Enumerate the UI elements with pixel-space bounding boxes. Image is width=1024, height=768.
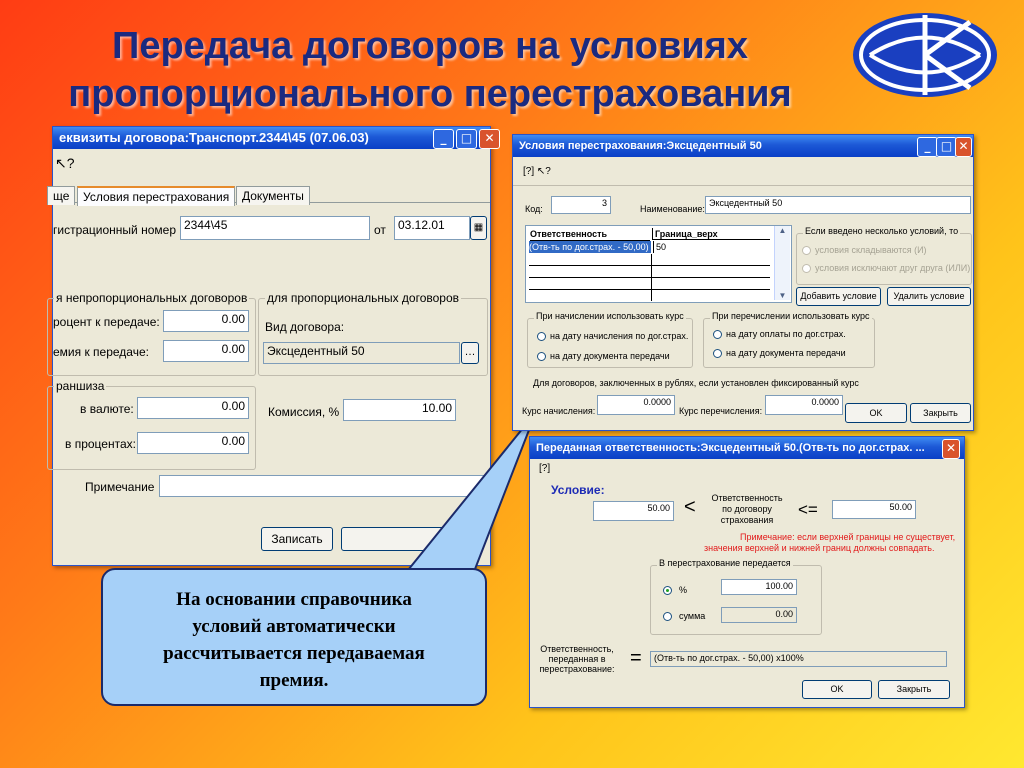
close-button[interactable]: Закрыть bbox=[910, 403, 971, 423]
help-pointer-icon[interactable]: ↖? bbox=[55, 155, 75, 171]
premium-transfer-field[interactable]: 0.00 bbox=[163, 340, 249, 362]
table-column-divider bbox=[651, 254, 652, 301]
close-icon[interactable]: ✕ bbox=[955, 137, 972, 157]
minimize-icon[interactable]: _ bbox=[433, 129, 454, 149]
help-icon[interactable]: [?] bbox=[539, 463, 551, 474]
transfer-rate-group bbox=[703, 311, 875, 368]
from-label: от bbox=[374, 223, 386, 237]
ok-button[interactable]: OK bbox=[845, 403, 907, 423]
reinsurance-conditions-titlebar bbox=[513, 135, 973, 157]
franchise-currency-field[interactable]: 0.00 bbox=[137, 397, 249, 419]
reg-number-label: гистрационный номер bbox=[53, 223, 176, 237]
callout-line3: рассчитывается передаваемая bbox=[163, 643, 425, 664]
percent-label: % bbox=[679, 585, 688, 595]
note-label: Примечание bbox=[85, 480, 155, 494]
sum-radio[interactable] bbox=[663, 612, 672, 621]
conditions-exclusive-label: условия исключают друг друга (ИЛИ) bbox=[815, 263, 971, 273]
accrual-rate-group-title: При начислении использовать курс bbox=[536, 311, 684, 321]
calendar-icon[interactable]: ▦ bbox=[470, 216, 487, 240]
save-button[interactable]: Записать bbox=[261, 527, 333, 551]
transfer-rate-document-label: на дату документа передачи bbox=[726, 348, 846, 358]
accrual-rate-label: Курс начисления: bbox=[522, 406, 596, 416]
conditions-add-radio[interactable] bbox=[802, 246, 811, 255]
percent-value-field[interactable]: 100.00 bbox=[721, 579, 797, 595]
percent-radio[interactable] bbox=[663, 586, 672, 595]
accrual-rate-field[interactable]: 0.0000 bbox=[597, 395, 675, 415]
accrual-rate-contract-radio[interactable] bbox=[537, 332, 546, 341]
conditions-add-label: условия складываются (И) bbox=[815, 245, 927, 255]
toolbar-divider bbox=[513, 185, 973, 186]
premium-transfer-label: емия к передаче: bbox=[53, 345, 149, 359]
percent-transfer-label: роцент к передаче: bbox=[53, 315, 160, 329]
name-label: Наименование: bbox=[640, 204, 705, 214]
ruble-contracts-note: Для договоров, заключенных в рублях, если установлен фиксированный курс bbox=[533, 378, 859, 388]
window-title: еквизиты договора:Транспорт.2344\45 (07.06.03) bbox=[59, 130, 369, 145]
warning-line2: значения верхней и нижней границ должны совпадать. bbox=[704, 543, 935, 553]
multi-condition-group-title: Если введено несколько условий, то bbox=[805, 226, 959, 236]
transfer-rate-label: Курс перечисления: bbox=[679, 406, 763, 416]
transfer-rate-payment-radio[interactable] bbox=[713, 330, 722, 339]
franchise-percent-field[interactable]: 0.00 bbox=[137, 432, 249, 454]
slide-title-line2: пропорционального перестрахования bbox=[68, 73, 792, 115]
ceded-formula-field: (Отв-ть по дог.страх. - 50,00) x100% bbox=[650, 651, 947, 667]
contract-kind-field: Эксцедентный 50 bbox=[263, 342, 460, 364]
conditions-table bbox=[525, 225, 792, 303]
sum-value-field: 0.00 bbox=[721, 607, 797, 623]
tab-reinsurance-conditions[interactable]: Условия перестрахования bbox=[77, 186, 235, 206]
table-header-responsibility: Ответственность bbox=[530, 228, 650, 241]
proportional-group-title: для пропорциональных договоров bbox=[267, 291, 460, 305]
equals-sign: = bbox=[630, 647, 642, 669]
responsibility-line2: по договору bbox=[722, 504, 772, 514]
nonproportional-group-title: я непропорциональных договоров bbox=[56, 291, 248, 305]
table-row-upper-bound[interactable]: 50 bbox=[653, 241, 770, 253]
franchise-percent-label: в процентах: bbox=[65, 437, 136, 451]
accrual-rate-document-label: на дату документа передачи bbox=[550, 351, 670, 361]
conditions-exclusive-radio[interactable] bbox=[802, 264, 811, 273]
ceded-line2: переданная в bbox=[548, 654, 606, 664]
ceded-responsibility-text bbox=[532, 644, 622, 674]
tab-general[interactable]: ще bbox=[47, 186, 75, 205]
ceded-responsibility-titlebar bbox=[530, 437, 964, 459]
slide-title-line1: Передача договоров на условиях bbox=[112, 25, 748, 67]
ceded-line3: перестрахование: bbox=[539, 664, 615, 674]
ceded-group bbox=[650, 558, 822, 635]
close-icon[interactable]: ✕ bbox=[942, 439, 960, 459]
percent-transfer-field[interactable]: 0.00 bbox=[163, 310, 249, 332]
contract-kind-browse-button[interactable]: … bbox=[461, 342, 479, 364]
commission-label: Комиссия, % bbox=[268, 405, 340, 419]
transfer-rate-document-radio[interactable] bbox=[713, 349, 722, 358]
ok-button[interactable]: OK bbox=[802, 680, 872, 699]
accrual-rate-document-radio[interactable] bbox=[537, 352, 546, 361]
warning-line1: Примечание: если верхней границы не существует, bbox=[740, 532, 956, 542]
table-row-responsibility[interactable]: (Отв-ть по дог.страх. - 50,00) x bbox=[529, 242, 656, 252]
maximize-icon[interactable]: □ bbox=[456, 129, 477, 149]
responsibility-line3: страхования bbox=[720, 515, 774, 525]
callout-line1: На основании справочника bbox=[176, 589, 412, 610]
transfer-rate-field[interactable]: 0.0000 bbox=[765, 395, 843, 415]
transfer-rate-payment-label: на дату оплаты по дог.страх. bbox=[726, 329, 846, 339]
close-icon[interactable]: ✕ bbox=[479, 129, 500, 149]
commission-field[interactable]: 10.00 bbox=[343, 399, 456, 421]
table-header-upper-bound: Граница_верх bbox=[652, 228, 770, 240]
lower-bound-field[interactable]: 50.00 bbox=[593, 501, 674, 521]
maximize-icon[interactable]: □ bbox=[936, 137, 957, 157]
reg-number-field[interactable]: 2344\45 bbox=[180, 216, 370, 240]
less-than-sign: < bbox=[684, 496, 696, 518]
tab-documents[interactable]: Документы bbox=[236, 186, 310, 205]
help-icon[interactable]: [?] ↖? bbox=[523, 166, 551, 177]
table-empty-rows bbox=[529, 254, 770, 301]
responsibility-line1: Ответственность bbox=[711, 493, 783, 503]
delete-condition-button[interactable]: Удалить условие bbox=[887, 287, 971, 306]
contract-kind-label: Вид договора: bbox=[265, 320, 345, 334]
upper-bound-field[interactable]: 50.00 bbox=[832, 500, 916, 519]
window-title: Условия перестрахования:Эксцедентный 50 bbox=[519, 140, 762, 152]
contract-responsibility-text bbox=[702, 493, 792, 526]
sum-label: сумма bbox=[679, 611, 706, 621]
code-label: Код: bbox=[525, 204, 543, 214]
franchise-currency-label: в валюте: bbox=[80, 402, 134, 416]
callout-line2: условий автоматически bbox=[192, 616, 396, 637]
table-scrollbar[interactable]: ▲ ▼ bbox=[774, 226, 790, 300]
transfer-rate-group-title: При перечислении использовать курс bbox=[712, 311, 870, 321]
ceded-group-title: В перестрахование передается bbox=[659, 558, 791, 568]
date-field[interactable]: 03.12.01 bbox=[394, 216, 470, 240]
condition-label: Условие: bbox=[551, 483, 605, 497]
franchise-group-title: раншиза bbox=[56, 379, 105, 393]
ceded-responsibility-window bbox=[529, 436, 965, 708]
less-equal-sign: <= bbox=[798, 500, 818, 519]
accrual-rate-contract-label: на дату начисления по дог.страх. bbox=[550, 331, 689, 341]
name-field[interactable]: Эксцедентный 50 bbox=[705, 196, 971, 214]
callout-line4: премия. bbox=[259, 670, 329, 691]
window-title: Переданная ответственность:Эксцедентный 50.(Отв-ть по дог.страх. ... bbox=[536, 442, 925, 454]
multi-condition-group bbox=[796, 226, 972, 285]
reinsurance-conditions-window bbox=[512, 134, 974, 431]
minimize-icon[interactable]: _ bbox=[917, 137, 938, 157]
ceded-line1: Ответственность, bbox=[540, 644, 614, 654]
code-field[interactable]: 3 bbox=[551, 196, 611, 214]
close-button[interactable]: Закрыть bbox=[878, 680, 950, 699]
add-condition-button[interactable]: Добавить условие bbox=[796, 287, 881, 306]
